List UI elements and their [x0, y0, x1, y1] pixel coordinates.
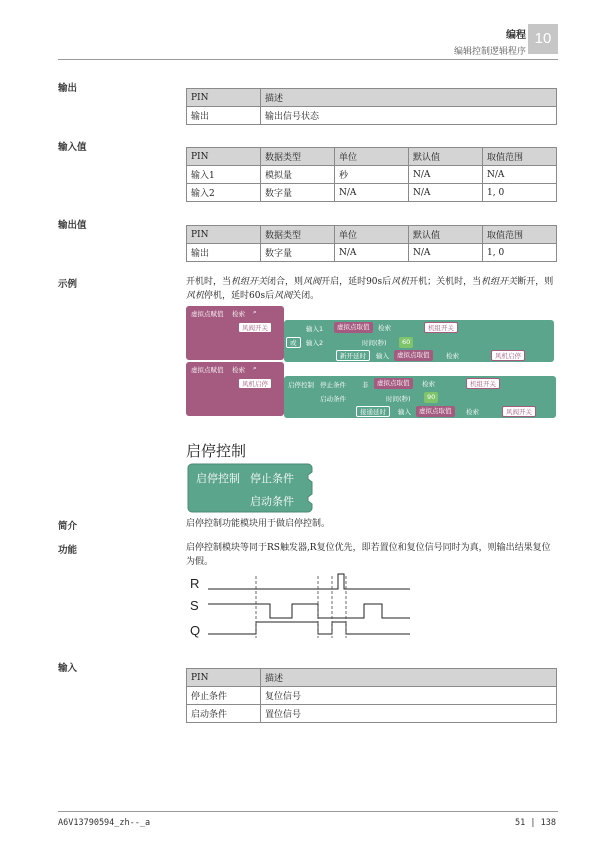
col-header: PIN — [187, 89, 261, 107]
col-header: 单位 — [335, 148, 409, 166]
table-cell: 输出 — [187, 107, 261, 125]
point-dropdown: 风阀开关 — [238, 322, 272, 333]
section-label-function: 功能 — [58, 545, 78, 556]
table-cell: 置位信号 — [261, 705, 557, 723]
search-icon: ⌕ — [253, 308, 257, 316]
text-emphasis: 风阀 — [303, 277, 322, 287]
block-label: 停止条件 — [250, 472, 294, 485]
off-delay-dropdown: 接通延时 — [356, 406, 390, 417]
brief-text: 启停控制功能模块用于做启停控制。 — [186, 519, 331, 529]
example-text — [186, 275, 558, 303]
timing-waveforms — [186, 570, 414, 640]
table-header-row — [187, 669, 557, 687]
table-cell: 输入1 — [187, 166, 261, 184]
text-emphasis: 机组开关 — [231, 277, 268, 287]
virtual-value-chip: 虚拟点取值 — [416, 406, 455, 417]
text-run: 断开，则 — [517, 277, 554, 287]
example-block-program — [186, 306, 558, 418]
header-subtitle: 编辑控制逻辑程序 — [453, 47, 526, 57]
text-run: 关闭。 — [292, 291, 320, 301]
input-label: 输入 — [398, 408, 411, 416]
text-emphasis: 风机 — [186, 291, 205, 301]
table-row — [187, 705, 557, 723]
table-header-row — [187, 89, 557, 107]
text-run: 停机，延时60s后 — [204, 291, 275, 301]
table-cell: N/A — [409, 184, 483, 202]
search-label: 检索 — [232, 310, 245, 318]
section-label-output: 输出 — [58, 83, 78, 94]
table-cell: N/A — [483, 166, 557, 184]
text-emphasis: 风机 — [391, 277, 410, 287]
or-dropdown: 或 — [286, 337, 301, 348]
assign-label: 虚拟点赋值 — [191, 310, 224, 318]
input-label: 输入 — [376, 352, 389, 360]
section-label-output-values: 输出值 — [58, 220, 87, 231]
table-row — [187, 244, 557, 262]
time-label: 时间(秒) — [386, 395, 411, 403]
col-header: PIN — [187, 148, 261, 166]
text-emphasis: 机组开关 — [481, 277, 518, 287]
point-dropdown: 风阀开关 — [502, 406, 536, 417]
virtual-value-chip: 虚拟点取值 — [394, 350, 433, 361]
output-values-table — [186, 225, 557, 262]
point-dropdown: 风机启停 — [491, 350, 525, 361]
signal-label-s: S — [190, 598, 199, 613]
assign-label: 虚拟点赋值 — [191, 366, 224, 374]
not-label: 非 — [362, 381, 369, 389]
footer-divider — [58, 811, 558, 812]
input-values-table — [186, 147, 557, 202]
input2-label: 输入2 — [306, 339, 324, 347]
col-header: 取值范围 — [483, 148, 557, 166]
stop-cond-label: 停止条件 — [320, 381, 346, 389]
table-cell: 输入2 — [187, 184, 261, 202]
search-icon: ⌕ — [253, 364, 257, 372]
function-text: 启停控制模块等同于RS触发器,R复位优先，即若置位和复位信号同时为真，则输出结果复位为假。 — [186, 543, 551, 567]
section-label-brief: 简介 — [58, 521, 78, 532]
table-cell: 1, 0 — [483, 244, 557, 262]
search-label: 检索 — [232, 366, 245, 374]
input-table — [186, 668, 557, 723]
table-cell: 模拟量 — [261, 166, 335, 184]
header-divider — [58, 59, 558, 60]
time-value: 60 — [399, 337, 413, 348]
point-dropdown: 机组开关 — [424, 322, 458, 333]
virtual-value-chip: 虚拟点取值 — [334, 322, 373, 333]
table-cell: 数字量 — [261, 244, 335, 262]
time-label: 时间(秒) — [362, 339, 387, 347]
block-label: 启停控制 — [196, 472, 240, 485]
start-stop-label: 启停控制 — [288, 381, 314, 389]
col-header: 数据类型 — [261, 226, 335, 244]
point-dropdown: 风机启停 — [238, 378, 272, 389]
start-stop-block-illustration — [186, 462, 314, 514]
table-row — [187, 687, 557, 705]
search-label: 检索 — [422, 380, 435, 388]
page-header — [454, 26, 526, 57]
table-row — [187, 107, 557, 125]
table-cell: 输出 — [187, 244, 261, 262]
col-header: PIN — [187, 226, 261, 244]
output-table — [186, 88, 557, 125]
text-run: 开机；关机时，当 — [409, 277, 482, 287]
virtual-value-chip: 虚拟点取值 — [374, 378, 413, 389]
text-emphasis: 风阀 — [274, 291, 293, 301]
table-row — [187, 166, 557, 184]
col-header: 单位 — [335, 226, 409, 244]
table-cell: 停止条件 — [187, 687, 261, 705]
col-header: 描述 — [261, 89, 557, 107]
table-cell: 秒 — [335, 166, 409, 184]
text-run: 开机时，当 — [186, 277, 232, 287]
table-cell: N/A — [409, 166, 483, 184]
table-header-row — [187, 148, 557, 166]
point-dropdown: 机组开关 — [466, 378, 500, 389]
table-cell: N/A — [335, 244, 409, 262]
footer-page-number: 51 | 138 — [515, 818, 556, 828]
footer-doc-id: A6V13790594_zh--_a — [58, 818, 151, 828]
signal-label-r: R — [190, 576, 200, 591]
table-header-row — [187, 226, 557, 244]
chapter-number: 10 — [528, 24, 558, 54]
search-label: 检索 — [446, 352, 459, 360]
table-row — [187, 184, 557, 202]
search-label: 检索 — [466, 408, 479, 416]
table-cell: N/A — [335, 184, 409, 202]
header-title: 编程 — [506, 30, 526, 41]
table-cell: 数字量 — [261, 184, 335, 202]
table-cell: 1, 0 — [483, 184, 557, 202]
table-cell: N/A — [409, 244, 483, 262]
signal-label-q: Q — [190, 623, 201, 638]
col-header: 取值范围 — [483, 226, 557, 244]
col-header: 默认值 — [409, 226, 483, 244]
table-cell: 输出信号状态 — [261, 107, 557, 125]
start-cond-label: 启动条件 — [320, 395, 346, 403]
time-value: 90 — [424, 392, 438, 403]
table-cell: 启动条件 — [187, 705, 261, 723]
input1-label: 输入1 — [306, 325, 324, 333]
col-header: 描述 — [261, 669, 557, 687]
section-label-input: 输入 — [58, 663, 78, 674]
col-header: PIN — [187, 669, 261, 687]
col-header: 数据类型 — [261, 148, 335, 166]
search-label: 检索 — [378, 324, 391, 332]
text-run: 闭合，则 — [267, 277, 304, 287]
timing-diagram — [186, 570, 414, 640]
col-header: 默认值 — [409, 148, 483, 166]
table-cell: 复位信号 — [261, 687, 557, 705]
on-delay-dropdown: 新开延时 — [336, 350, 370, 361]
section-label-input-values: 输入值 — [58, 142, 87, 153]
block-label: 启动条件 — [250, 495, 294, 508]
section-label-example: 示例 — [58, 279, 78, 290]
text-run: 开启，延时90s后 — [321, 277, 392, 287]
section-title: 启停控制 — [186, 442, 247, 460]
